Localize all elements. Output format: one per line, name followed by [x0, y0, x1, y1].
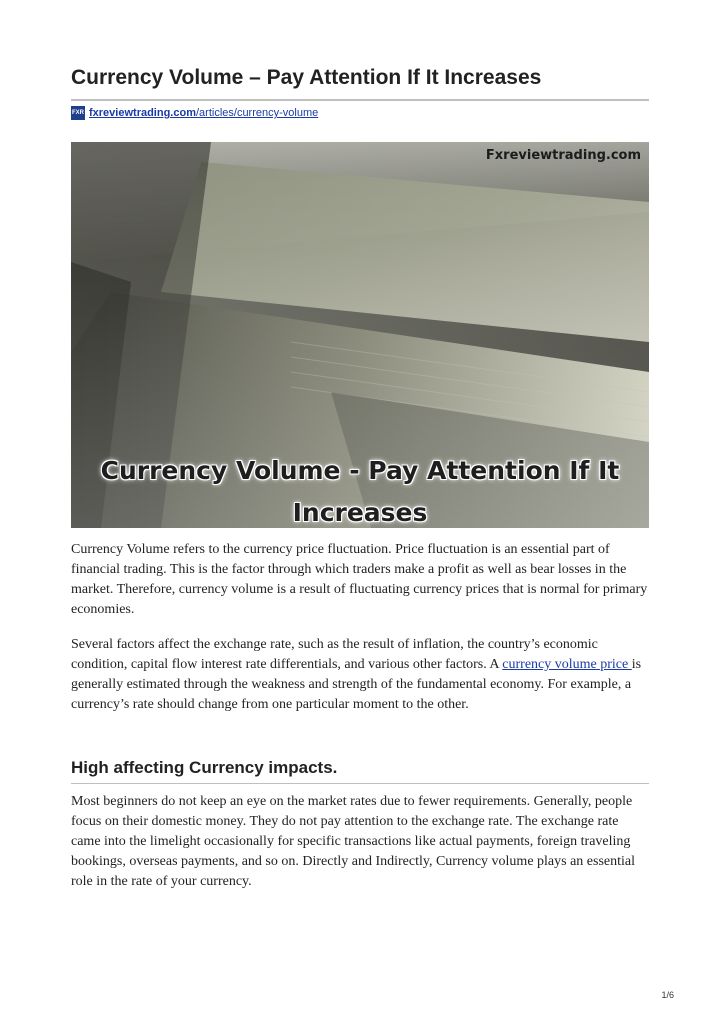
currency-volume-price-link[interactable]: currency volume price — [502, 657, 632, 672]
paragraph-factors-text-after: is generally estimated through the weakness and strength of the fundamental economy. For example, a currency’s rate should change from one particular moment to the other. — [71, 657, 642, 712]
site-favicon-icon: FXR — [71, 106, 85, 120]
page-number: 1/6 — [661, 990, 674, 1000]
hero-watermark: Fxreviewtrading.com — [485, 148, 641, 163]
source-path: /articles/currency-volume — [195, 107, 319, 119]
section-heading: High affecting Currency impacts. — [71, 758, 338, 777]
section-divider — [71, 783, 649, 784]
paragraph-factors-text-before: Several factors affect the exchange rate, such as the result of inflation, the country’s economic condition, capital flow interest rate differentials, and various other factors. A — [71, 637, 598, 672]
title-divider — [71, 99, 649, 101]
source-domain: fxreviewtrading.com — [89, 107, 196, 119]
hero-image — [71, 142, 649, 528]
source-link[interactable] — [89, 107, 318, 119]
hero-caption — [71, 450, 649, 528]
hero-caption-line2: Increases — [292, 498, 428, 527]
source-line — [71, 105, 318, 121]
paragraph-impacts: Most beginners do not keep an eye on the market rates due to fewer requirements. Generally, people focus on their domestic money. They do not pay attention to the exchange rate. The exchange rate came into the limelight occasionally for specific transactions like actual payments, foreign traveling bookings, overseas payments, and so on. Directly and Indirectly, Currency volume plays an essential role in the rate of your currency. — [71, 794, 636, 889]
hero-caption-line1: Currency Volume - Pay Attention If It — [100, 456, 620, 485]
paragraph-factors — [71, 635, 649, 715]
page-title: Currency Volume – Pay Attention If It Increases — [71, 66, 542, 89]
paragraph-intro: Currency Volume refers to the currency price fluctuation. Price fluctuation is an essential part of financial trading. This is the factor through which traders make a profit as well as bear losses in the market. Therefore, currency volume is a result of fluctuating currency prices that is normal for primary economies. — [71, 542, 648, 617]
